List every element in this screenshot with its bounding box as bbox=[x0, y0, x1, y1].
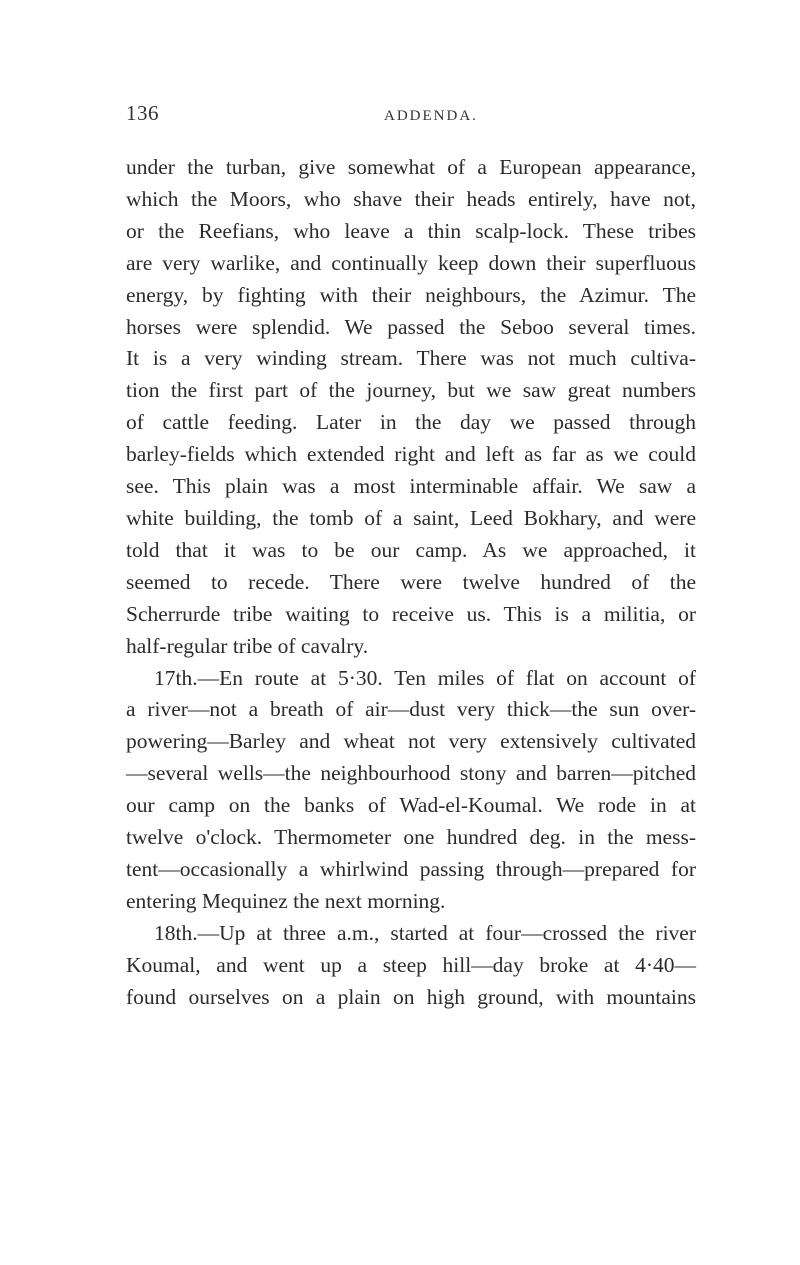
text-line: of cattle feeding. Later in the day we passed through bbox=[126, 410, 696, 435]
text-line: under the turban, give somewhat of a European appearance, bbox=[126, 155, 696, 179]
text-line: tion the first part of the journey, but we saw great numbers bbox=[126, 378, 696, 403]
text-line: see. This plain was a most interminable affair. We saw a bbox=[126, 474, 696, 499]
page-header bbox=[126, 101, 696, 131]
text-line: powering—Barley and wheat not very extensively cultivated bbox=[126, 729, 696, 754]
text-line: seemed to recede. There were twelve hundred of the bbox=[126, 569, 696, 594]
running-head: ADDENDA. bbox=[384, 108, 478, 124]
text-line: 18th.—Up at three a.m., started at four—crossed the river bbox=[154, 920, 696, 945]
text-line: entering Mequinez the next morning. bbox=[126, 888, 446, 913]
text-line: which the Moors, who shave their heads entirely, have not, bbox=[126, 186, 696, 211]
text-line: tent—occasionally a whirlwind passing through—prepared for bbox=[126, 856, 696, 881]
text-line: a river—not a breath of air—dust very thick—the sun over- bbox=[126, 697, 696, 722]
text-line: Koumal, and went up a steep hill—day broke at 4·40— bbox=[126, 952, 696, 977]
text-line: Scherrurde tribe waiting to receive us. This is a militia, or bbox=[126, 601, 696, 626]
text-line: —several wells—the neighbourhood stony and barren—pitched bbox=[126, 761, 696, 786]
text-line: It is a very winding stream. There was not much cultiva- bbox=[126, 346, 696, 371]
text-line: 17th.—En route at 5·30. Ten miles of flat on account of bbox=[154, 665, 696, 690]
page-number: 136 bbox=[126, 101, 159, 125]
text-line: twelve o'clock. Thermometer one hundred deg. in the mess- bbox=[126, 825, 696, 850]
text-line: are very warlike, and continually keep down their superfluous bbox=[126, 250, 696, 275]
text-line: found ourselves on a plain on high ground, with mountains bbox=[126, 984, 696, 1009]
text-line: half-regular tribe of cavalry. bbox=[126, 633, 369, 658]
text-line: white building, the tomb of a saint, Leed Bokhary, and were bbox=[126, 505, 696, 530]
text-line: barley-fields which extended right and left as far as we could bbox=[126, 442, 696, 467]
text-line: energy, by fighting with their neighbours, the Azimur. The bbox=[126, 282, 696, 307]
body-text bbox=[126, 152, 696, 1013]
text-line: told that it was to be our camp. As we approached, it bbox=[126, 537, 696, 562]
text-line: horses were splendid. We passed the Seboo several times. bbox=[126, 314, 696, 339]
text-line: or the Reefians, who leave a thin scalp-lock. These tribes bbox=[126, 218, 696, 243]
text-line: our camp on the banks of Wad-el-Koumal. We rode in at bbox=[126, 793, 696, 818]
